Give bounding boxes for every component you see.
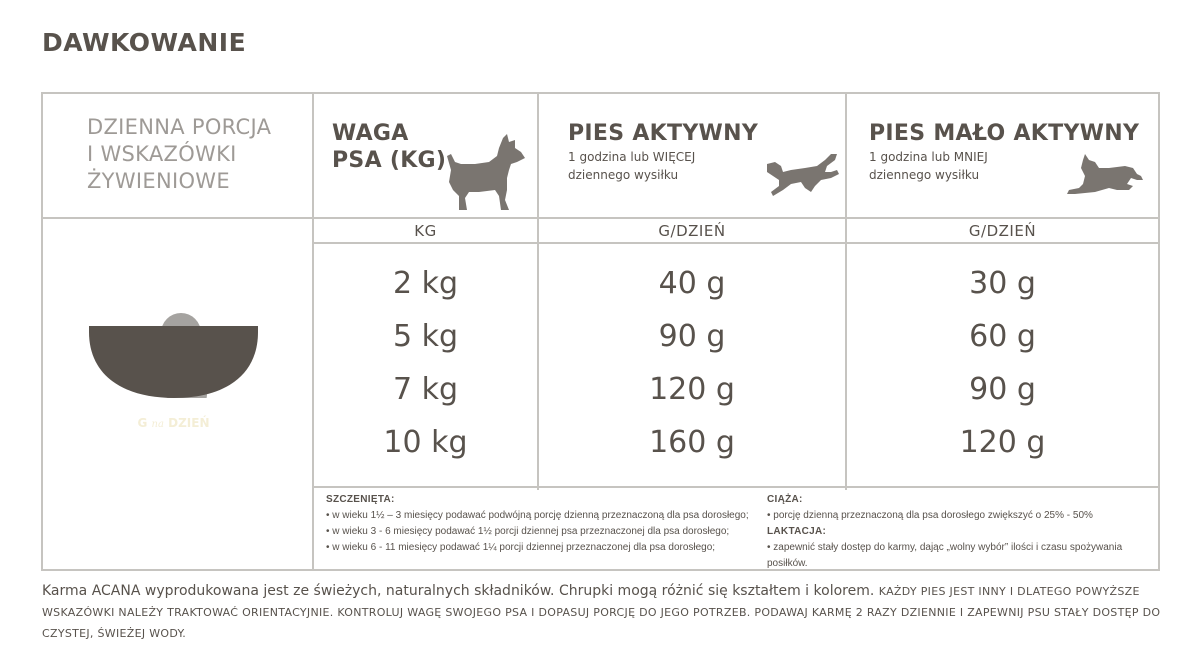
intro-line: ŻYWIENIOWE: [87, 169, 230, 193]
bowl-label-g: G: [137, 416, 148, 430]
active-cell: 120 g: [649, 372, 735, 407]
title-line: WAGA: [332, 121, 409, 146]
active-column-title: PIES AKTYWNY: [568, 121, 759, 146]
intro-line: I WSKAZÓWKI: [87, 142, 237, 166]
page-title: DAWKOWANIE: [42, 28, 247, 57]
notes-item: • w wieku 6 - 11 miesięcy podawać 1¼ porcji dziennej przeznaczonej dla psa dorosłego;: [326, 542, 716, 553]
weight-cell: 5 kg: [392, 319, 459, 354]
inactive-cell: 120 g: [959, 425, 1046, 460]
notes-item: • w wieku 3 - 6 miesięcy podawać 1½ porcji dziennej psa przeznaczonej dla psa dorosłego;: [326, 526, 730, 537]
row-divider: [312, 242, 1158, 244]
small-dog-standing-icon: [445, 134, 529, 212]
bowl-label: [89, 416, 258, 430]
notes-heading: SZCZENIĘTA:: [326, 494, 395, 505]
row-divider: [312, 486, 1158, 488]
weight-cell: 2 kg: [392, 266, 459, 301]
footer-main-text: Karma ACANA wyprodukowana jest ze świeżych, naturalnych składników. Chrupki mogą różnić się kształtem i kolorem.: [42, 583, 875, 599]
notes-item: • w wieku 1½ – 3 miesięcy podawać podwójną porcję dzienną przeznaczoną dla psa dorosłego;: [326, 510, 749, 521]
food-bowl-icon: [46, 218, 268, 430]
subtitle-line: dziennego wysiłku: [568, 168, 679, 182]
pregnancy-notes: [767, 492, 1158, 572]
bowl-shape: [89, 326, 258, 398]
inactive-cell: 60 g: [969, 319, 1036, 354]
footer-small-text: KAŻDY PIES JEST INNY I DLATEGO POWYŻSZE WSKAZÓWKI NALEŻY TRAKTOWAĆ ORIENTACYJNIE. KONTROLUJ WAGĘ SWOJEGO PSA I DOPASUJ PORCJĘ DO JEGO POTRZEB. PODAWAJ KARMĘ 2 RAZY DZIENNIE I ZAPEWNIJ PSU STAŁY DOSTĘP DO CZYSTEJ, ŚWIEŻEJ WODY.: [42, 585, 1161, 640]
notes-item: • zapewnić stały dostęp do karmy, dając „wolny wybór” ilości i czasu spożywania posiłków.: [767, 542, 1123, 569]
weight-subheader: KG: [414, 222, 437, 240]
subtitle-line: 1 godzina lub WIĘCEJ: [568, 150, 696, 164]
inactive-cell: 30 g: [969, 266, 1036, 301]
bowl-label-dzien: DZIEŃ: [168, 416, 210, 430]
subtitle-line: dziennego wysiłku: [869, 168, 980, 182]
notes-heading: LAKTACJA:: [767, 526, 827, 537]
active-column-subtitle: [568, 148, 695, 184]
lying-dog-icon: [1065, 154, 1145, 198]
inactive-column-subtitle: [869, 148, 988, 184]
bowl-label-na: na: [151, 419, 164, 430]
food-bowl-graphic: [46, 218, 268, 398]
running-dog-icon: [765, 152, 841, 200]
active-cell: 160 g: [649, 425, 735, 460]
active-cell: 40 g: [658, 266, 726, 301]
active-subheader: G/DZIEŃ: [658, 222, 726, 240]
title-line: PSA (KG): [332, 148, 447, 173]
subtitle-line: 1 godzina lub MNIEJ: [869, 150, 988, 164]
intro-heading: [87, 114, 271, 195]
intro-line: DZIENNA PORCJA: [87, 115, 272, 139]
weight-cell: 10 kg: [383, 425, 468, 460]
notes-heading: CIĄŻA:: [767, 494, 803, 505]
inactive-column-title: PIES MAŁO AKTYWNY: [869, 121, 1140, 146]
weight-cell: 7 kg: [392, 372, 459, 407]
notes-item: • porcję dzienną przeznaczoną dla psa dorosłego zwiększyć o 25% - 50%: [767, 510, 1093, 521]
inactive-subheader: G/DZIEŃ: [968, 222, 1037, 240]
puppies-notes: [326, 492, 749, 556]
footer-note: [42, 581, 1162, 644]
inactive-cell: 90 g: [969, 372, 1036, 407]
active-cell: 90 g: [658, 319, 726, 354]
weight-column-title: [332, 120, 446, 174]
